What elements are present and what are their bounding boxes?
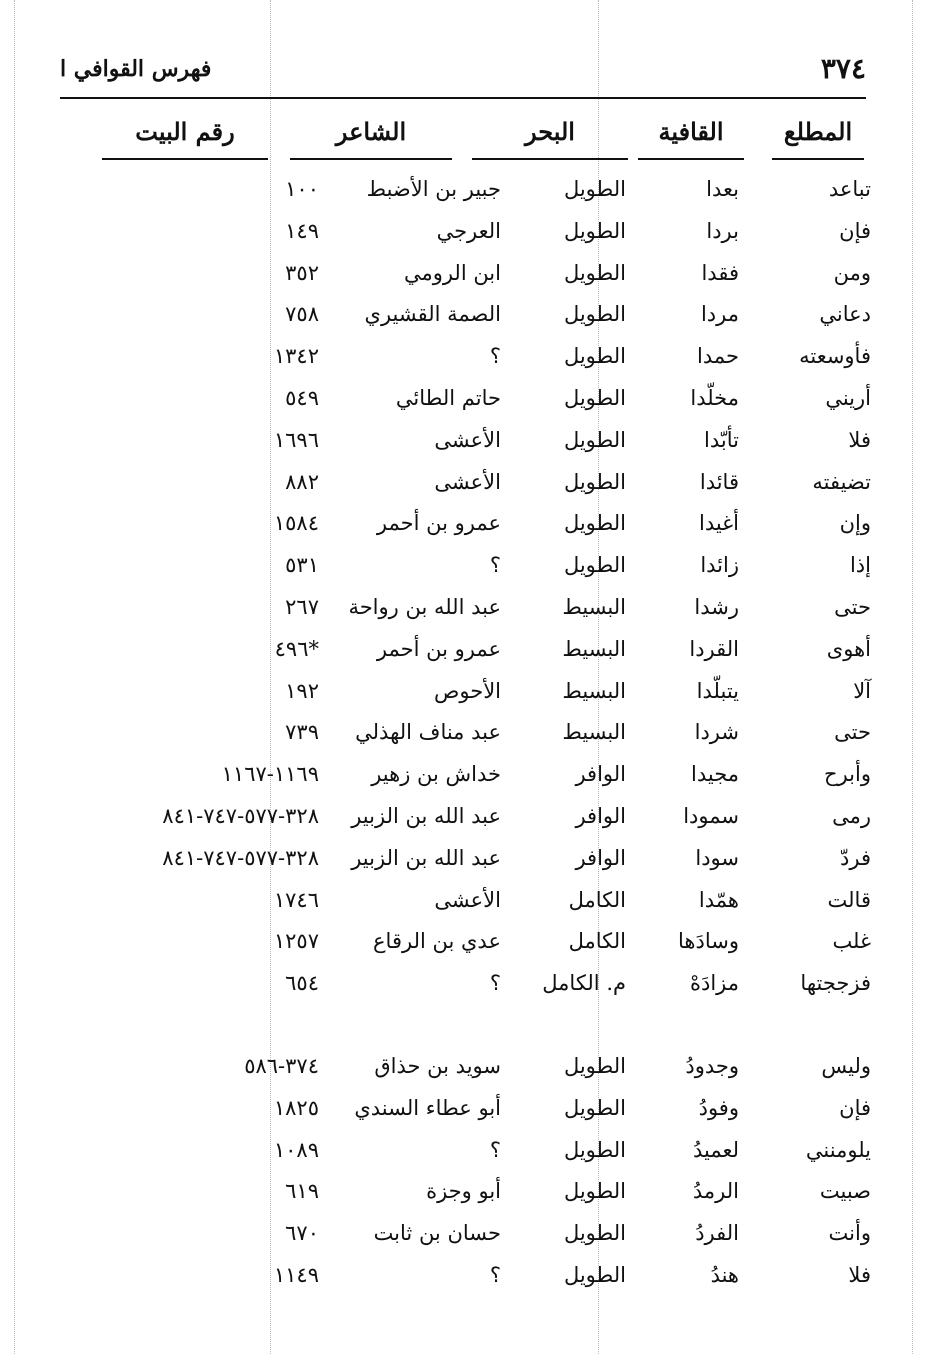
verse-number: ٢٦٧ <box>285 594 319 619</box>
rhyme-word: أغيدا <box>698 511 739 536</box>
column-header-meter: البحر <box>472 112 628 160</box>
table-row <box>0 920 931 962</box>
rhyme-word: قائدا <box>699 469 739 494</box>
verse-number: ٤٩٦* <box>274 636 319 661</box>
poet-name: عبد الله بن الزبير <box>351 845 501 870</box>
opening-word: أهوى <box>826 636 871 661</box>
verse-number: ٥٤٩ <box>285 385 319 410</box>
verse-number: ١٦٩٦ <box>273 427 319 452</box>
verse-number: ١٢٥٧ <box>273 929 319 954</box>
poet-name: عدي بن الرقاع <box>373 929 501 954</box>
opening-word: وأنت <box>828 1221 871 1246</box>
poet-name: ؟ <box>489 553 501 578</box>
meter-name: الطويل <box>563 1053 626 1078</box>
opening-word: فإن <box>839 1095 871 1120</box>
verse-number: ٣٢٨-٥٧٧-٧٤٧-٨٤١ <box>162 803 319 828</box>
opening-word: أريني <box>825 385 871 410</box>
table-row <box>0 1170 931 1212</box>
verse-number: ١١٦٩-١١٦٧ <box>221 762 319 787</box>
verse-number: ٨٨٢ <box>285 469 319 494</box>
opening-word: وليس <box>821 1053 871 1078</box>
rhyme-word: فقدا <box>701 260 739 285</box>
rhyme-word: وسادَها <box>678 929 739 954</box>
meter-name: الوافر <box>575 803 626 828</box>
rhyme-word: هندُ <box>710 1262 739 1287</box>
rhyme-word: الرمدُ <box>692 1179 739 1204</box>
rhyme-word: سودا <box>695 845 739 870</box>
index-group <box>0 1045 931 1296</box>
table-row <box>0 879 931 921</box>
opening-word: آلا <box>853 678 871 703</box>
opening-word: فزججتها <box>800 971 871 996</box>
meter-name: الطويل <box>563 427 626 452</box>
verse-number: ١٩٢ <box>285 678 319 703</box>
poet-name: الأعشى <box>434 887 501 912</box>
verse-number: ٦٧٠ <box>285 1221 319 1246</box>
meter-name: الطويل <box>563 344 626 369</box>
verse-number: ١١٤٩ <box>273 1262 319 1287</box>
opening-word: فلا <box>848 427 871 452</box>
rhyme-word: مجيدا <box>691 762 739 787</box>
opening-word: غلب <box>832 929 871 954</box>
rhyme-word: مزادَهْ <box>689 971 739 996</box>
poet-name: ؟ <box>489 1137 501 1162</box>
meter-name: الطويل <box>563 1095 626 1120</box>
rhyme-word: همّدا <box>698 887 739 912</box>
poet-name: حسان بن ثابت <box>373 1221 501 1246</box>
poet-name: عبد الله بن رواحة <box>348 594 501 619</box>
poet-name: سويد بن حذاق <box>374 1053 501 1078</box>
table-row <box>0 335 931 377</box>
opening-word: تباعد <box>828 177 871 201</box>
verse-number: ٦١٩ <box>285 1179 319 1204</box>
poet-name: عبد مناف الهذلي <box>355 720 501 745</box>
rhyme-word: يتبلّدا <box>696 678 739 703</box>
table-row <box>0 962 931 1004</box>
table-row <box>0 1087 931 1129</box>
table-row <box>0 419 931 461</box>
opening-word: وأبرح <box>824 762 871 787</box>
table-row <box>0 168 931 210</box>
poet-name: الأعشى <box>434 427 501 452</box>
rhyme-word: بردا <box>706 218 739 243</box>
verse-number: ٧٣٩ <box>285 720 319 745</box>
rhyme-word: شردا <box>694 720 739 745</box>
meter-name: الطويل <box>563 553 626 578</box>
table-row <box>0 293 931 335</box>
opening-word: وإن <box>839 511 871 536</box>
verse-number: ١٣٤٢ <box>273 344 319 369</box>
table-row <box>0 544 931 586</box>
rhyme-word: مردا <box>700 302 739 327</box>
meter-name: الطويل <box>563 218 626 243</box>
meter-name: الطويل <box>563 302 626 327</box>
meter-name: الطويل <box>563 511 626 536</box>
opening-word: قالت <box>827 887 871 912</box>
poet-name: ؟ <box>489 344 501 369</box>
meter-name: البسيط <box>562 720 626 745</box>
poet-name: خداش بن زهير <box>371 762 501 787</box>
table-row <box>0 1254 931 1296</box>
rhyme-word: وجدودُ <box>685 1053 739 1078</box>
verse-number: ٥٣١ <box>285 553 319 578</box>
poet-name: جبير بن الأضبط <box>366 177 501 201</box>
index-group <box>0 168 931 1004</box>
table-row <box>0 1045 931 1087</box>
table-row <box>0 377 931 419</box>
meter-name: الوافر <box>575 845 626 870</box>
verse-number: ٣٧٤-٥٨٦ <box>244 1053 319 1078</box>
meter-name: البسيط <box>562 594 626 619</box>
table-row <box>0 628 931 670</box>
column-header-poet: الشاعر <box>290 112 452 160</box>
running-title: فهرس القوافي ا <box>60 56 212 82</box>
poet-name: ؟ <box>489 971 501 996</box>
table-row <box>0 586 931 628</box>
poet-name: العرجي <box>436 218 501 243</box>
rhyme-word: حمدا <box>697 344 739 369</box>
meter-name: الكامل <box>568 887 626 912</box>
table-row <box>0 1212 931 1254</box>
rhyme-word: الفردُ <box>695 1221 739 1246</box>
rhyme-word: مخلّدا <box>690 385 739 410</box>
rhyme-word: سمودا <box>683 803 739 828</box>
poet-name: ؟ <box>489 1262 501 1287</box>
opening-word: فأوسعته <box>799 344 871 369</box>
opening-word: ومن <box>833 260 871 285</box>
table-row <box>0 670 931 712</box>
table-row <box>0 210 931 252</box>
column-header-rhyme: القافية <box>638 112 744 160</box>
poet-name: الأحوص <box>433 678 501 703</box>
header-rule <box>60 97 866 99</box>
rhyme-word: القردا <box>689 636 739 661</box>
verse-number: ٣٥٢ <box>285 260 319 285</box>
opening-word: حتى <box>834 720 871 745</box>
opening-word: يلومنني <box>805 1137 871 1162</box>
rhyme-word: وفودُ <box>698 1095 739 1120</box>
poet-name: أبو وجزة <box>426 1179 501 1204</box>
opening-word: دعاني <box>819 302 871 327</box>
opening-word: صبيت <box>819 1179 871 1204</box>
verse-number: ٧٥٨ <box>285 302 319 327</box>
meter-name: الطويل <box>563 469 626 494</box>
verse-number: ٦٥٤ <box>285 971 319 996</box>
rhyme-word: تأبّدا <box>704 427 739 452</box>
column-header-verse-number: رقم البيت <box>102 112 268 160</box>
verse-number: ١٠٠ <box>285 177 319 201</box>
rhyme-word: زائدا <box>700 553 739 578</box>
opening-word: إذا <box>849 553 871 578</box>
rhyme-word: لعميدُ <box>692 1137 739 1162</box>
meter-name: الكامل <box>568 929 626 954</box>
meter-name: الطويل <box>563 177 626 201</box>
table-row <box>0 795 931 837</box>
poet-name: الأعشى <box>434 469 501 494</box>
table-row <box>0 753 931 795</box>
opening-word: حتى <box>834 594 871 619</box>
opening-word: رمى <box>832 803 871 828</box>
meter-name: م. الكامل <box>542 971 626 996</box>
verse-number: ١٠٨٩ <box>273 1137 319 1162</box>
table-row <box>0 502 931 544</box>
table-row <box>0 1129 931 1171</box>
index-table <box>0 168 931 1296</box>
poet-name: عمرو بن أحمر <box>376 511 501 536</box>
verse-number: ١٥٨٤ <box>273 511 319 536</box>
verse-number: ١٨٢٥ <box>273 1095 319 1120</box>
opening-word: تضيفته <box>812 469 871 494</box>
poet-name: ابن الرومي <box>403 260 501 285</box>
rhyme-word: بعدا <box>706 177 739 201</box>
poet-name: حاتم الطائي <box>395 385 501 410</box>
meter-name: الطويل <box>563 385 626 410</box>
meter-name: الطويل <box>563 1221 626 1246</box>
page-number: ٣٧٤ <box>820 52 866 85</box>
rhyme-word: رشدا <box>694 594 739 619</box>
poet-name: الصمة القشيري <box>364 302 501 327</box>
table-row <box>0 252 931 294</box>
opening-word: فلا <box>848 1262 871 1287</box>
poet-name: أبو عطاء السندي <box>354 1095 501 1120</box>
meter-name: الطويل <box>563 1262 626 1287</box>
verse-number: ١٤٩ <box>285 218 319 243</box>
poet-name: عبد الله بن الزبير <box>351 803 501 828</box>
table-row <box>0 711 931 753</box>
page-header <box>60 52 866 96</box>
table-row <box>0 837 931 879</box>
meter-name: البسيط <box>562 678 626 703</box>
meter-name: الوافر <box>575 762 626 787</box>
verse-number: ٣٢٨-٥٧٧-٧٤٧-٨٤١ <box>162 845 319 870</box>
meter-name: الطويل <box>563 1137 626 1162</box>
opening-word: فإن <box>839 218 871 243</box>
meter-name: الطويل <box>563 1179 626 1204</box>
poet-name: عمرو بن أحمر <box>376 636 501 661</box>
opening-word: فردّ <box>840 845 871 870</box>
meter-name: الطويل <box>563 260 626 285</box>
column-header-opening: المطلع <box>772 112 864 160</box>
table-row <box>0 461 931 503</box>
meter-name: البسيط <box>562 636 626 661</box>
verse-number: ١٧٤٦ <box>273 887 319 912</box>
